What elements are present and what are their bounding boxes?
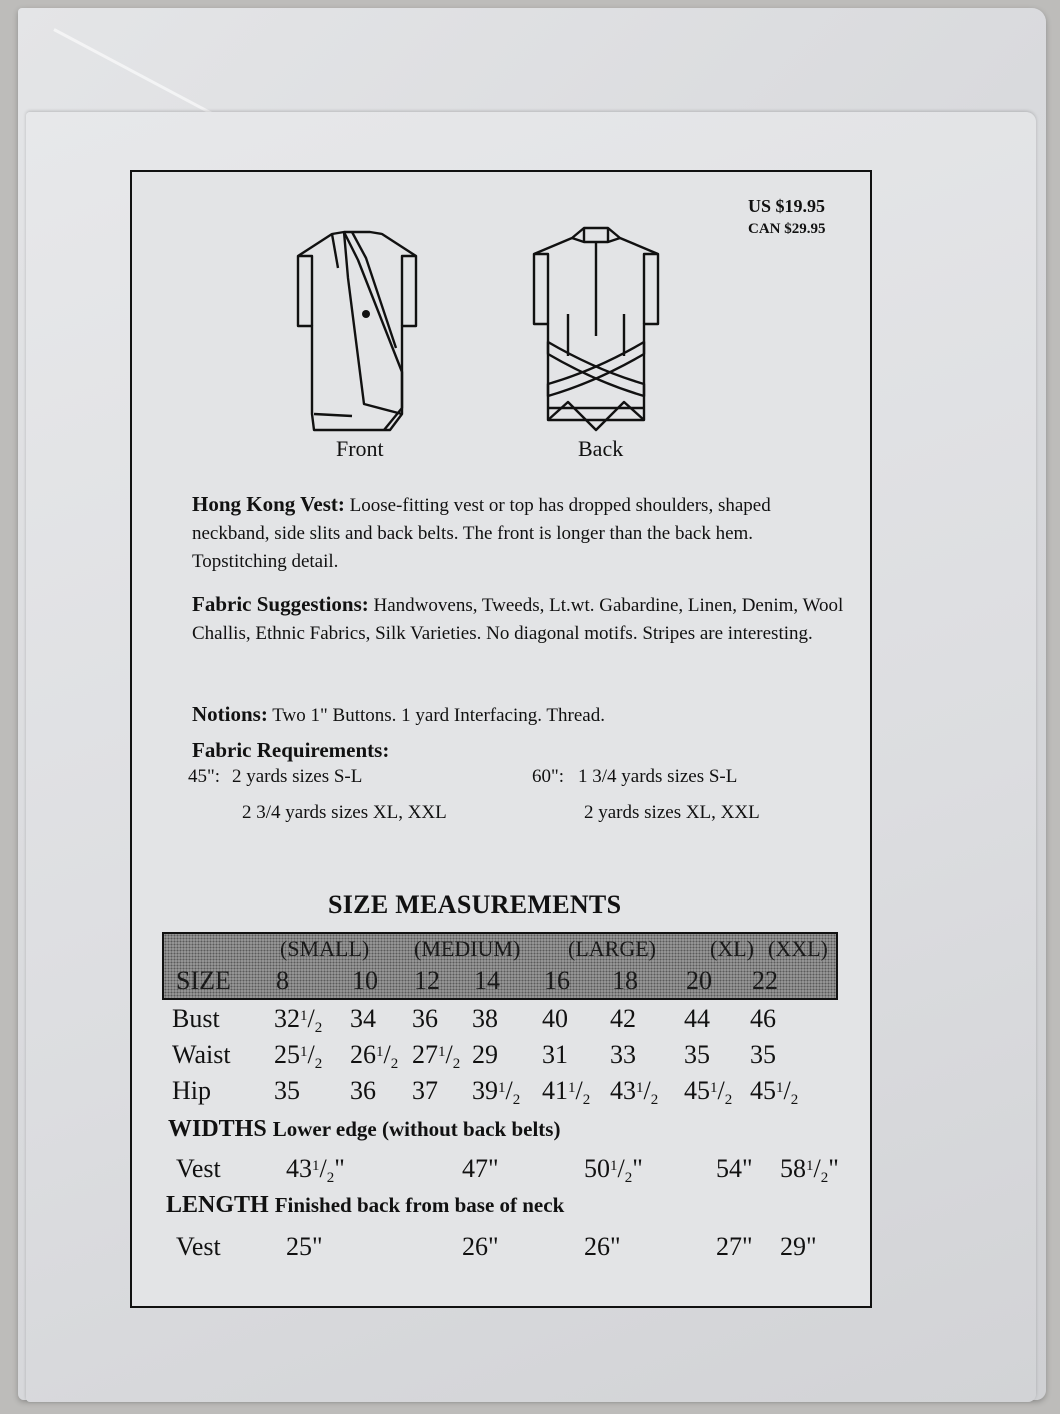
req-45-label: 45": <box>188 766 221 787</box>
group-medium: (MEDIUM) <box>414 936 521 961</box>
length-section <box>166 1192 564 1219</box>
fabric-suggestions-title: Fabric Suggestions: <box>192 592 369 616</box>
width-value: $43^1/_2$" <box>286 1154 345 1186</box>
req-60-label: 60": <box>532 766 565 787</box>
front-label: Front <box>336 436 384 461</box>
back-label: Back <box>578 436 624 461</box>
widths-title: WIDTHS <box>168 1116 267 1142</box>
hip-value: $45^1/_2$ <box>684 1076 733 1108</box>
length-value: 29" <box>780 1232 817 1261</box>
waist-value: 33 <box>610 1040 636 1069</box>
req-60-line2: 2 yards sizes XL, XXL <box>584 802 760 823</box>
fabric-suggestions-body: Handwovens, Tweeds, Lt.wt. Gabardine, Linen, Denim, Wool Challis, Ethnic Fabrics, Silk Varieties. No diagonal motifs. Stripes are interesting. <box>192 595 844 644</box>
size-16: 16 <box>544 966 570 995</box>
waist-value: $25^1/_2$ <box>274 1040 323 1072</box>
hip-value: $43^1/_2$ <box>610 1076 659 1108</box>
envelope-crease <box>53 28 231 125</box>
length-subtitle: Finished back from base of neck <box>274 1193 565 1217</box>
width-value: 47" <box>462 1154 499 1183</box>
row-label-waist: Waist <box>172 1040 231 1069</box>
size-12: 12 <box>414 966 440 995</box>
group-xl: (XL) <box>710 936 754 961</box>
waist-value: 31 <box>542 1040 568 1069</box>
bust-value: 36 <box>412 1004 438 1033</box>
size-22: 22 <box>752 966 778 995</box>
size-18: 18 <box>612 966 638 995</box>
hip-value: $45^1/_2$ <box>750 1076 799 1108</box>
notions-title: Notions: <box>192 702 268 726</box>
waist-value: 35 <box>750 1040 776 1069</box>
group-small: (SMALL) <box>280 936 370 961</box>
hip-value: 37 <box>412 1076 438 1105</box>
size-header-band <box>162 932 838 1000</box>
req-60-line1: 1 3/4 yards sizes S-L <box>578 766 738 787</box>
description-paragraph <box>192 490 852 576</box>
size-10: 10 <box>352 966 378 995</box>
length-value: 27" <box>716 1232 753 1261</box>
hip-value: 35 <box>274 1076 300 1105</box>
bust-value: 40 <box>542 1004 568 1033</box>
vest-back-illustration <box>528 224 664 440</box>
req-45-line2: 2 3/4 yards sizes XL, XXL <box>242 802 447 823</box>
bust-value: 46 <box>750 1004 776 1033</box>
width-value: $50^1/_2$" <box>584 1154 643 1186</box>
length-title: LENGTH <box>166 1192 269 1218</box>
notions-body: Two 1" Buttons. 1 yard Interfacing. Thread. <box>272 705 605 726</box>
length-value: 25" <box>286 1232 323 1261</box>
hip-value: $41^1/_2$ <box>542 1076 591 1108</box>
size-8: 8 <box>276 966 289 995</box>
size-14: 14 <box>474 966 500 995</box>
vest-front-illustration <box>292 218 422 440</box>
notions-paragraph <box>192 700 852 730</box>
widths-vest-label: Vest <box>176 1154 221 1183</box>
bust-value: 44 <box>684 1004 710 1033</box>
req-45-line1: 2 yards sizes S-L <box>232 766 363 787</box>
group-large: (LARGE) <box>568 936 656 961</box>
length-value: 26" <box>584 1232 621 1261</box>
waist-value: 35 <box>684 1040 710 1069</box>
waist-value: 29 <box>472 1040 498 1069</box>
waist-value: $27^1/_2$ <box>412 1040 461 1072</box>
description-title: Hong Kong Vest: <box>192 492 345 516</box>
group-xxl: (XXL) <box>768 936 828 961</box>
description-body: Loose-fitting vest or top has dropped shoulders, shaped neckband, side slits and back belts. The front is longer than the back hem. Topstitching detail. <box>192 495 771 572</box>
bust-value: 34 <box>350 1004 376 1033</box>
bust-value: 38 <box>472 1004 498 1033</box>
waist-value: $26^1/_2$ <box>350 1040 399 1072</box>
row-label-hip: Hip <box>172 1076 211 1105</box>
bust-value: $32^1/_2$ <box>274 1004 323 1036</box>
pattern-sheet <box>130 170 872 1308</box>
length-vest-label: Vest <box>176 1232 221 1261</box>
size-label: SIZE <box>176 966 231 995</box>
hip-value: 36 <box>350 1076 376 1105</box>
row-label-bust: Bust <box>172 1004 220 1033</box>
width-value: $58^1/_2$" <box>780 1154 839 1186</box>
size-20: 20 <box>686 966 712 995</box>
width-value: 54" <box>716 1154 753 1183</box>
size-measurements-title: SIZE MEASUREMENTS <box>328 890 622 919</box>
widths-section <box>168 1116 560 1143</box>
price-us: US $19.95 <box>748 196 826 216</box>
fabric-requirements-title: Fabric Requirements: <box>192 738 390 762</box>
length-value: 26" <box>462 1232 499 1261</box>
bust-value: 42 <box>610 1004 636 1033</box>
hip-value: $39^1/_2$ <box>472 1076 521 1108</box>
price-can: CAN $29.95 <box>748 221 826 237</box>
fabric-suggestions-paragraph <box>192 590 852 648</box>
widths-subtitle: Lower edge (without back belts) <box>272 1117 561 1141</box>
